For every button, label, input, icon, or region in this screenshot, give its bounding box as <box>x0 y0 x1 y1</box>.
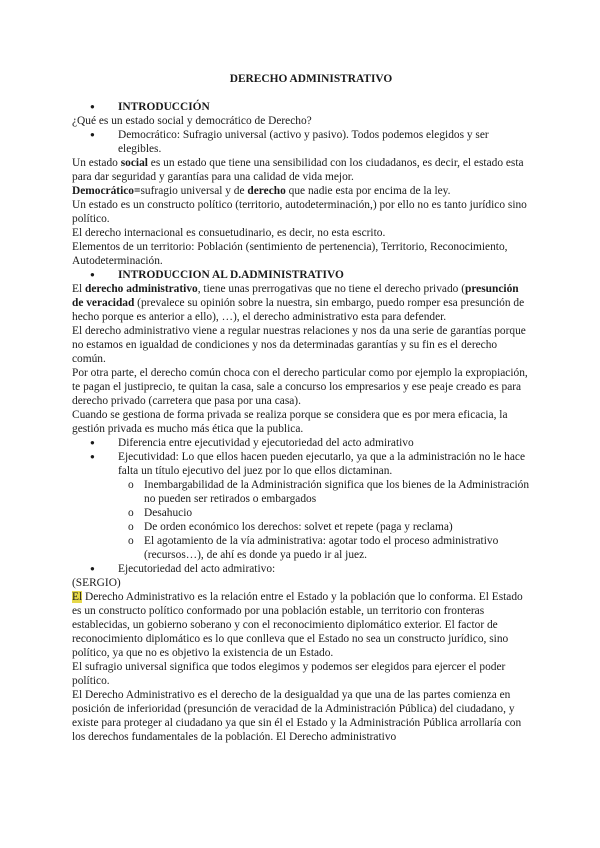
bullet-democratico: ● Democrático: Sufragio universal (activo y pasivo). Todos podemos elegidos y ser elegibles. <box>72 128 530 156</box>
paragraph-desigualdad: El Derecho Administrativo es el derecho de la desigualdad ya que una de las partes comienza en posición de inferioridad (presunción de veracidad de la Administración Pública) del ciudadano, y existe para proteger al ciudadano ya que sin él el Estado y la Administración Pública arrollaría con los derechos fundamentales de la población. El Derecho administrativo <box>72 689 522 743</box>
question-paragraph: ¿Qué es un estado social y democrático de Derecho? <box>72 115 312 127</box>
sub-bullet-agotamiento: o El agotamiento de la vía administrativa: agotar todo el proceso administrativo (recursos…), de ahí es donde ya puedo ir al juez. <box>72 534 530 562</box>
section-heading-introduccion: ● INTRODUCCIÓN <box>72 100 530 114</box>
bullet-diferencia: ● Diferencia entre ejecutividad y ejecutoriedad del acto admirativo <box>72 436 530 450</box>
author-tag: (SERGIO) <box>72 577 121 589</box>
paragraph-relacion-estado: El Derecho Administrativo es la relación entre el Estado y la población que lo conforma. El Estado es un constructo político conformado por una población estable, un territorio con fronteras establecidas, un gobierno soberano y con el reconocimiento diplomático exterior. El factor de reconocimiento diplomático es lo que conlleva que el Estado no sea un constructo jurídico, sino político, ya que no es objetivo la existencia de un Estado. <box>72 591 523 659</box>
sub-bullet-desahucio: o Desahucio <box>72 506 530 520</box>
paragraph-estado-social: Un estado social es un estado que tiene una sensibilidad con los ciudadanos, es decir, el estado esta para dar seguridad y garantías para una calidad de vida mejor. <box>72 157 524 183</box>
paragraph-constructo: Un estado es un constructo político (territorio, autodeterminación,) por ello no es tanto jurídico sino político. <box>72 199 527 225</box>
paragraph-derecho-internacional: El derecho internacional es consuetudinario, es decir, no esta escrito. <box>72 227 386 239</box>
paragraph-gestion-privada: Cuando se gestiona de forma privada se realiza porque se considera que es por mera eficacia, la gestión privada es mucho más ética que la publica. <box>72 409 508 435</box>
highlighted-word: El <box>72 591 83 603</box>
document-title: DERECHO ADMINISTRATIVO <box>229 73 393 85</box>
paragraph-derecho-comun: Por otra parte, el derecho común choca con el derecho particular como por ejemplo la expropiación, te pagan el justiprecio, te quitan la casa, sale a concurso los empresarios y ese peaje creado es para derecho privado (carretera que pasa por una casa). <box>72 367 528 407</box>
sub-bullet-inembargabilidad: o Inembargabilidad de la Administración significa que los bienes de la Administración no pueden ser retirados o embargados <box>72 478 530 506</box>
section-heading-d-administrativo: ● INTRODUCCION AL D.ADMINISTRATIVO <box>72 268 530 282</box>
bullet-ejecutividad: ● Ejecutividad: Lo que ellos hacen pueden ejecutarlo, ya que a la administración no le hace falta un título ejecutivo del juez por lo que ellos dictaminan. <box>72 450 530 478</box>
paragraph-sufragio: El sufragio universal significa que todos elegimos y podemos ser elegidos para ejercer el poder político. <box>72 661 506 687</box>
paragraph-prerrogativas: El derecho administrativo, tiene unas prerrogativas que no tiene el derecho privado (presunción de veracidad (prevalece su opinión sobre la nuestra, sin embargo, puedo romper esa presunción de hecho porque es anterior a ello), …), el derecho administrativo esta para defender. <box>72 283 525 323</box>
bullet-ejecutoriedad: ● Ejecutoriedad del acto admirativo: <box>72 562 530 576</box>
paragraph-elementos: Elementos de un territorio: Población (sentimiento de pertenencia), Territorio, Reconocimiento, Autodeterminación. <box>72 241 508 267</box>
paragraph-regular-relaciones: El derecho administrativo viene a regular nuestras relaciones y nos da una serie de garantías porque no estamos en igualdad de condiciones y nos da determinadas garantías y su fin es el derecho común. <box>72 325 526 365</box>
paragraph-democratico: Democrático=sufragio universal y de derecho que nadie esta por encima de la ley. <box>72 185 451 197</box>
sub-bullet-orden-economico: o De orden económico los derechos: solvet et repete (paga y reclama) <box>72 520 530 534</box>
